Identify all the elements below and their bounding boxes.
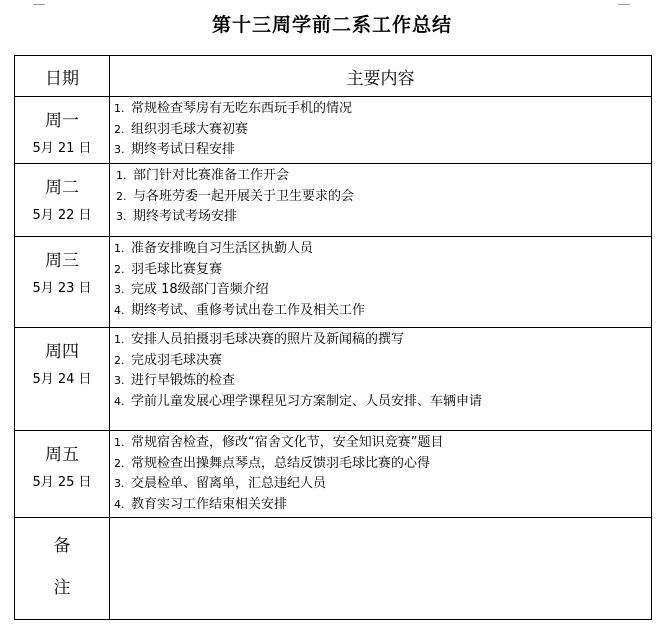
date-column-header: 日期 [15, 56, 110, 97]
day-date: 5月 22 日 [32, 208, 92, 223]
corner-mark-right [618, 0, 630, 5]
list-item: 1. 部门针对比赛准备工作开会 [116, 168, 290, 183]
list-item: 2. 常规检查出操舞点琴点，总结反馈羽毛球比赛的心得 [114, 455, 431, 471]
day-cell [15, 164, 110, 237]
table-row [15, 164, 652, 237]
day-name: 周三 [45, 251, 79, 271]
day-name: 周四 [45, 342, 79, 362]
list-item: 2. 组织羽毛球大赛初赛 [114, 121, 249, 137]
corner-mark-left [33, 0, 45, 5]
remark-label-2: 注 [53, 578, 71, 598]
day-cell [15, 237, 110, 328]
list-item: 3. 期终考试考场安排 [116, 209, 238, 224]
table-row [15, 431, 652, 518]
list-item: 2. 与各班劳委一起开展关于卫生要求的会 [116, 188, 355, 204]
day-date: 5月 23 日 [32, 281, 92, 296]
list-item: 4. 学前儿童发展心理学课程见习方案制定、人员安排、车辆申请 [114, 393, 483, 409]
list-item: 1. 安排人员拍摄羽毛球决赛的照片及新闻稿的撰写 [114, 332, 405, 347]
list-item: 4. 教育实习工作结束相关安排 [114, 496, 288, 512]
list-item: 1. 常规宿舍检查，修改“宿舍文化节，安全知识竞赛”题目 [114, 435, 444, 450]
content-cell [110, 328, 652, 431]
remark-label-1: 备 [53, 536, 71, 556]
list-item: 1. 常规检查琴房有无吃东西玩手机的情况 [114, 101, 353, 116]
task-list [110, 433, 651, 515]
day-name: 周一 [45, 111, 79, 131]
summary-table [14, 55, 652, 620]
day-date: 5月 21 日 [32, 141, 92, 156]
task-list [110, 99, 651, 161]
remark-label-cell [15, 518, 110, 620]
day-name: 周五 [45, 445, 79, 465]
day-cell [15, 97, 110, 164]
list-item: 3. 进行早锻炼的检查 [114, 373, 236, 388]
list-item: 4. 期终考试、重修考试出卷工作及相关工作 [114, 302, 366, 318]
task-list [110, 239, 651, 321]
task-list [110, 166, 651, 228]
content-column-header: 主要内容 [110, 56, 652, 97]
table-row [15, 237, 652, 328]
list-item: 1. 准备安排晚自习生活区执勤人员 [114, 241, 314, 256]
day-date: 5月 25 日 [32, 475, 92, 490]
content-cell [110, 431, 652, 518]
list-item: 2. 羽毛球比赛复赛 [114, 261, 223, 277]
remark-row [15, 518, 652, 620]
page-title: 第十三周学前二系工作总结 [211, 14, 452, 36]
day-cell [15, 328, 110, 431]
list-item: 3. 期终考试日程安排 [114, 142, 236, 157]
table-header-row [15, 56, 652, 97]
table-row [15, 328, 652, 431]
list-item: 2. 完成羽毛球决赛 [114, 352, 223, 368]
remark-content-cell[interactable] [110, 518, 652, 620]
table-row [15, 97, 652, 164]
day-cell [15, 431, 110, 518]
day-name: 周二 [45, 178, 79, 198]
content-cell [110, 237, 652, 328]
content-cell [110, 164, 652, 237]
list-item: 3. 完成 18级部门音频介绍 [114, 282, 269, 297]
task-list [110, 330, 651, 412]
content-cell [110, 97, 652, 164]
day-date: 5月 24 日 [32, 372, 92, 387]
list-item: 3. 交晨检单、留离单，汇总违纪人员 [114, 476, 327, 491]
